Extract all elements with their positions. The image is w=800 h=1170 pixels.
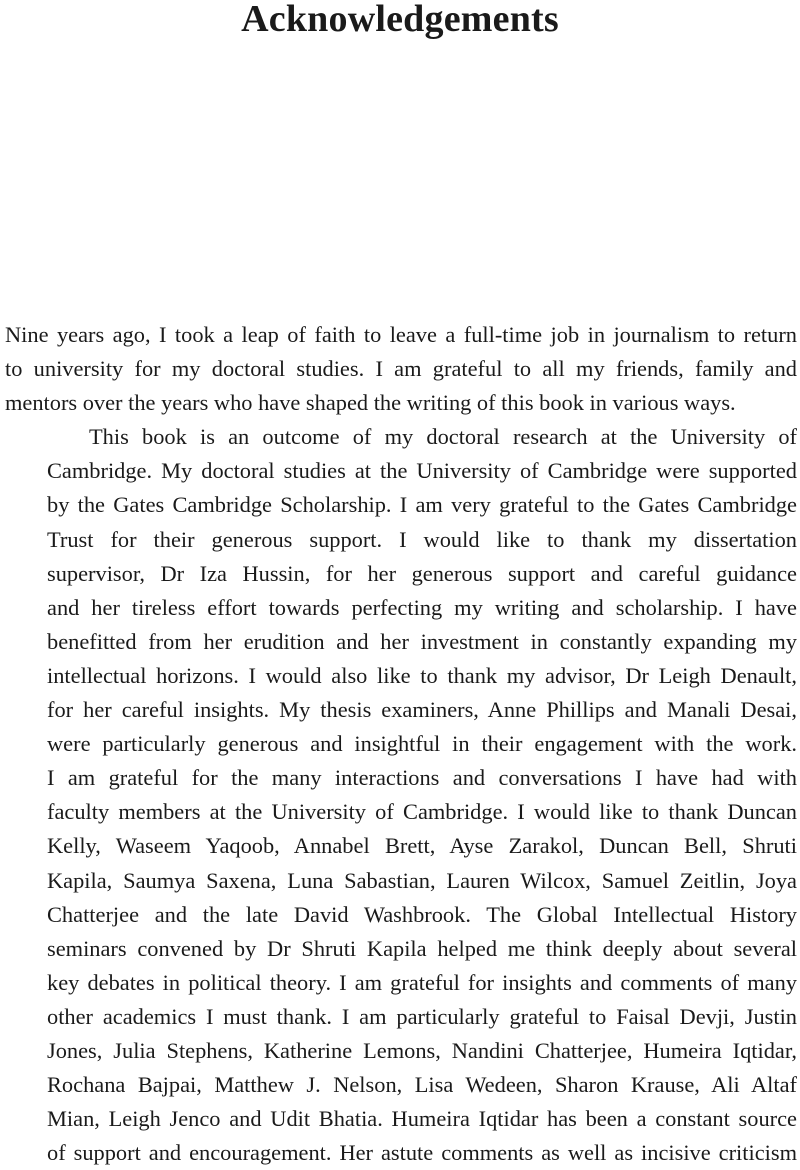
text-line: of support and encouragement. Her astute comments as well as incisive criticism — [47, 1140, 797, 1166]
text-line: intellectual horizons. I would also like to thank my advisor, Dr Leigh Denault, — [47, 662, 797, 688]
body-text — [5, 318, 797, 1170]
text-line: seminars convened by Dr Shruti Kapila helped me think deeply about several — [47, 935, 797, 961]
text-line: Nine years ago, I took a leap of faith to leave a full-time job in journalism to return — [5, 322, 797, 347]
text-line: Chatterjee and the late David Washbrook. The Global Intellectual History — [47, 901, 797, 927]
text-line: other academics I must thank. I am particularly grateful to Faisal Devji, Justin — [47, 1003, 797, 1029]
paragraph — [5, 420, 797, 1170]
text-line: I am grateful for the many interactions and conversations I have had with — [47, 765, 797, 791]
text-line: mentors over the years who have shaped the writing of this book in various ways. — [5, 390, 736, 416]
text-line: and her tireless effort towards perfecting my writing and scholarship. I have — [47, 594, 797, 620]
text-line: Cambridge. My doctoral studies at the University of Cambridge were supported — [47, 458, 797, 484]
text-line: benefitted from her erudition and her investment in constantly expanding my — [47, 628, 797, 654]
paragraph — [5, 318, 797, 420]
text-line: Mian, Leigh Jenco and Udit Bhatia. Humeira Iqtidar has been a constant source — [47, 1106, 797, 1132]
text-line: Jones, Julia Stephens, Katherine Lemons, Nandini Chatterjee, Humeira Iqtidar, — [47, 1037, 797, 1063]
text-line: for her careful insights. My thesis examiners, Anne Phillips and Manali Desai, — [47, 697, 797, 723]
text-line: Kelly, Waseem Yaqoob, Annabel Brett, Ayse Zarakol, Duncan Bell, Shruti — [47, 833, 797, 859]
chapter-title: Acknowledgements — [241, 0, 559, 40]
text-line: This book is an outcome of my doctoral research at the University of — [89, 424, 797, 450]
text-line: key debates in political theory. I am grateful for insights and comments of many — [47, 969, 797, 995]
text-line: were particularly generous and insightful in their engagement with the work. — [47, 731, 797, 757]
text-line: supervisor, Dr Iza Hussin, for her generous support and careful guidance — [47, 560, 797, 586]
text-line: Kapila, Saumya Saxena, Luna Sabastian, Lauren Wilcox, Samuel Zeitlin, Joya — [47, 867, 797, 893]
text-line: Trust for their generous support. I would like to thank my dissertation — [47, 526, 797, 552]
text-line: Rochana Bajpai, Matthew J. Nelson, Lisa Wedeen, Sharon Krause, Ali Altaf — [47, 1072, 797, 1098]
text-line: to university for my doctoral studies. I am grateful to all my friends, family and — [5, 356, 797, 382]
text-line: by the Gates Cambridge Scholarship. I am very grateful to the Gates Cambridge — [47, 492, 797, 518]
text-line: faculty members at the University of Cambridge. I would like to thank Duncan — [47, 799, 797, 825]
